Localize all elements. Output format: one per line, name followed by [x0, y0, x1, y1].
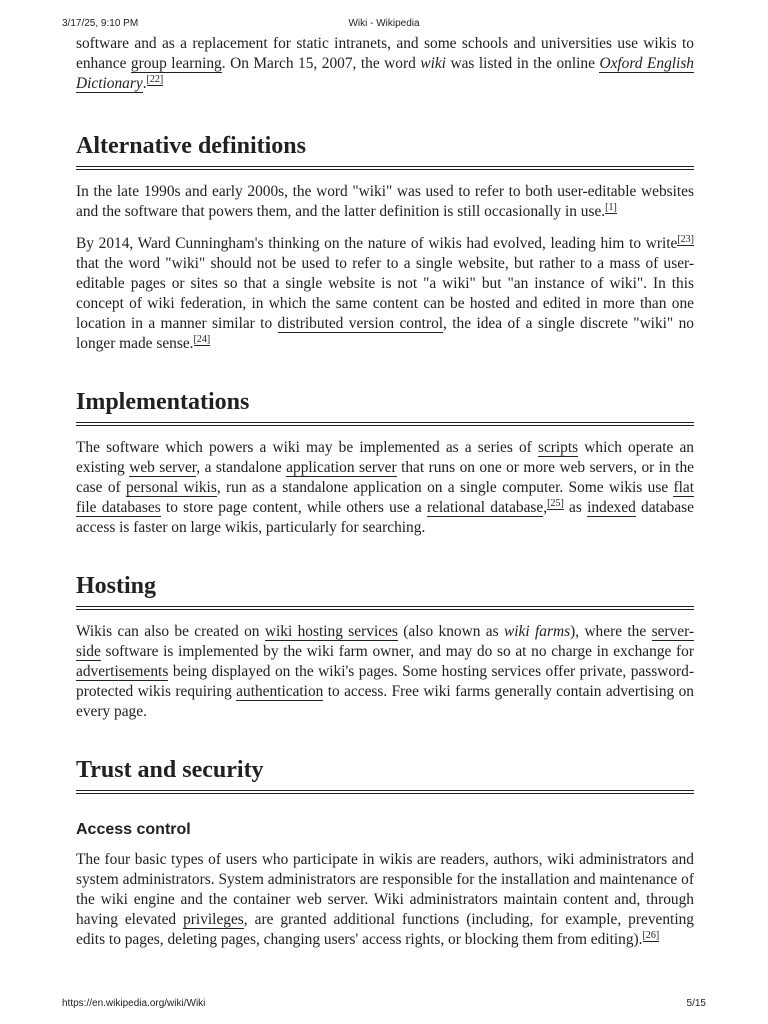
link-indexed[interactable]: indexed — [587, 499, 636, 516]
ref-24[interactable]: [24] — [193, 333, 211, 345]
alt-defs-paragraph-1: In the late 1990s and early 2000s, the word "wiki" was used to refer to both user-editable websites and the software that powers them, and the latter definition is still occasionally in use.[1] — [76, 183, 694, 220]
link-distributed-version-control[interactable]: distributed version control — [277, 315, 444, 332]
link-personal-wikis[interactable]: personal wikis — [125, 479, 217, 496]
ref-22[interactable]: [22] — [146, 73, 164, 85]
heading-trust-and-security: Trust and security — [76, 756, 694, 794]
link-group-learning[interactable]: group learning — [130, 55, 222, 72]
ref-23[interactable]: [23] — [677, 233, 694, 245]
link-scripts[interactable]: scripts — [537, 439, 579, 456]
article-content — [76, 34, 694, 950]
link-oxford-english-dictionary[interactable]: Oxford English Dictionary — [76, 55, 695, 92]
implementations-paragraph: The software which powers a wiki may be implemented as a series of scripts which operate an existing web server, a standalone application server that runs on one or more web servers, or in the case of personal wikis, run as a standalone application on a single computer. Some wikis use flat file databases to store page content, while others use a relational database,[25] as indexed database access is faster on large wikis, particularly for searching. — [76, 439, 694, 536]
link-web-server[interactable]: web server — [129, 459, 197, 476]
link-advertisements[interactable]: advertisements — [76, 663, 169, 680]
subheading-access-control: Access control — [76, 821, 191, 838]
print-datetime: 3/17/25, 9:10 PM — [62, 18, 139, 29]
intro-paragraph: software and as a replacement for static intranets, and some schools and universities use wikis to enhance group learning. On March 15, 2007, the word wiki was listed in the online Oxford English Dictionary.[22] — [76, 35, 695, 92]
link-authentication[interactable]: authentication — [236, 683, 324, 700]
heading-alternative-definitions: Alternative definitions — [76, 132, 694, 170]
ref-1[interactable]: [1] — [605, 201, 617, 213]
link-flat-file-databases[interactable]: flat file databases — [76, 479, 694, 516]
hosting-paragraph: Wikis can also be created on wiki hosting services (also known as wiki farms), where the server-side software is implemented by the wiki farm owner, and may do so at no charge in exchange for advertisements being displayed on the wiki's pages. Some hosting services offer private, password-protected wikis requiring authentication to access. Free wiki farms generally contain advertising on every page. — [76, 623, 695, 720]
print-url: https://en.wikipedia.org/wiki/Wiki — [62, 998, 206, 1009]
print-page-number: 5/15 — [686, 998, 706, 1009]
heading-implementations: Implementations — [76, 388, 694, 426]
link-wiki-hosting-services[interactable]: wiki hosting services — [264, 623, 398, 640]
link-privileges[interactable]: privileges — [183, 911, 244, 928]
ref-25[interactable]: [25] — [547, 497, 564, 509]
access-control-paragraph: The four basic types of users who participate in wikis are readers, authors, wiki administrators and system administrators. System administrators are responsible for the installation and maintenance of the wiki engine and the container web server. Wiki administrators maintain content and, through having elevated privileges, are granted additional functions (including, for example, preventing edits to pages, deleting pages, changing users' access rights, or blocking them from editing).[26] — [76, 851, 694, 948]
heading-hosting: Hosting — [76, 572, 694, 610]
link-application-server[interactable]: application server — [286, 459, 397, 476]
print-title: Wiki - Wikipedia — [348, 18, 420, 29]
link-server-side[interactable]: server-side — [76, 623, 695, 660]
alt-defs-paragraph-2: By 2014, Ward Cunningham's thinking on the nature of wikis had evolved, leading him to write[23] that the word "wiki" should not be used to refer to a single website, but rather to a mass of user-editable pages or sites so that a single website is not "a wiki" but "an instance of wiki". In this concept of wiki federation, in which the same content can be hosted and edited in more than one location in a manner similar to distributed version control, the idea of a single discrete "wiki" no longer made sense.[24] — [76, 233, 694, 352]
ref-26[interactable]: [26] — [642, 929, 660, 941]
link-relational-database[interactable]: relational database — [426, 499, 544, 516]
